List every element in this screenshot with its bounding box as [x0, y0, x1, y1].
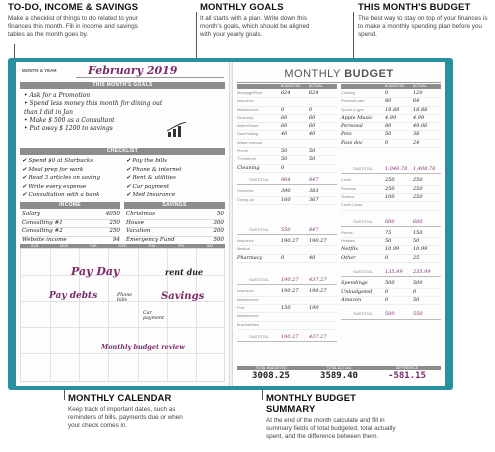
- budget-row: Amazon 0 50: [341, 297, 441, 305]
- total-budgeted: 3008.25: [252, 371, 290, 381]
- subtotal-row: SUBTOTAL 550 847: [237, 227, 337, 235]
- checkbox-icon[interactable]: ✔: [22, 192, 27, 198]
- callout-calendar-desc: Keep track of important dates, such as reminders of bills, payments due or when your check comes in.: [68, 406, 183, 429]
- income-source: Consulting #1: [22, 219, 63, 226]
- income-header: INCOME: [20, 202, 120, 209]
- goal-text: Put away $ 1200 to savings: [29, 125, 113, 133]
- savings-row: [126, 220, 224, 229]
- summary-values: [237, 371, 441, 381]
- callout-summary-desc: At the end of the month calculate and fill in summary fields of total budgeted, total actually spent, and the difference between them.: [266, 417, 396, 440]
- bookmark-ribbon: [444, 200, 452, 240]
- budget-row: Personal care 80 64: [341, 98, 441, 106]
- income-source: Website income: [22, 236, 67, 243]
- savings-amount: 200: [213, 228, 224, 234]
- cal-note-rentdue: rent due: [165, 267, 204, 277]
- page-title-light: MONTHLY: [284, 68, 341, 80]
- budget-row: Maintenance 0 0: [237, 107, 337, 115]
- budget-row: Medical: [237, 246, 337, 254]
- savings-goal: Christmas: [126, 211, 155, 217]
- callout-budget-title: THIS MONTH'S BUDGET: [358, 2, 471, 13]
- budget-row: Credit Cards: [341, 202, 441, 210]
- summary-label: TOTAL BUDGETED: [255, 366, 287, 370]
- day-label: SUN: [30, 244, 39, 248]
- col-head-actual: ACTUAL: [413, 84, 427, 88]
- budget-row: Insurance: [237, 98, 337, 106]
- income-amount: 4050: [105, 211, 120, 217]
- subtotal-row: SUBTOTAL 1,048.78 1,408.78: [341, 166, 441, 174]
- savings-table: [126, 211, 224, 245]
- budget-section-housing: [237, 90, 337, 342]
- goal-item: • Put away $ 1200 to savings: [24, 125, 113, 133]
- income-row: [22, 220, 120, 229]
- budget-row: Maintenance: [237, 297, 337, 305]
- checklist-row: [22, 183, 227, 192]
- budget-row: Waste removal: [237, 140, 337, 148]
- checklist-item: Meal prep for work: [28, 166, 84, 173]
- budget-row: Student 100 250: [341, 194, 441, 202]
- budget-row: Unbudgeted 0 0: [341, 289, 441, 297]
- cal-note-paydebts: Pay debts: [49, 291, 98, 301]
- income-amount: 94: [112, 236, 120, 243]
- savings-row: [126, 228, 224, 237]
- subtotal-row: SUBTOTAL 964 847: [237, 177, 337, 185]
- budget-row: Pets 50 38: [341, 131, 441, 139]
- checklist-item: Car payment: [132, 183, 170, 190]
- difference: -581.15: [388, 371, 426, 381]
- budget-row: Pass doc 0 24: [341, 140, 441, 148]
- total-actual: 3589.40: [320, 371, 358, 381]
- goal-text: Make $ 500 as a Consultant: [29, 116, 115, 124]
- day-label: SAT: [207, 244, 214, 248]
- income-table: [22, 211, 120, 245]
- budget-row: Credit 250 250: [341, 177, 441, 185]
- savings-header: SAVINGS: [124, 202, 225, 209]
- callout-goals-desc: It all starts with a plan. Write down this month's goals, which should be aligned with your yearly goals.: [200, 15, 310, 38]
- checklist-row: [22, 191, 227, 200]
- income-row: [22, 228, 120, 237]
- left-page: [16, 62, 229, 386]
- goals-header: THIS MONTH'S GOALS: [20, 82, 225, 89]
- goal-item: • Spend less money this month for dining out than I did in Jan: [24, 100, 163, 116]
- budget-row: Phone 50 50: [237, 148, 337, 156]
- budget-row: Water/Sewer 60 60: [237, 123, 337, 131]
- checklist-item: Rent & utilities: [132, 175, 176, 181]
- checklist: [22, 157, 227, 200]
- budget-row: Clothing 0 120: [341, 90, 441, 98]
- checkbox-icon[interactable]: ✔: [126, 166, 131, 173]
- checkbox-icon[interactable]: ✔: [126, 158, 131, 164]
- day-label: WED: [118, 244, 127, 248]
- budget-row: Electricity 60 60: [237, 115, 337, 123]
- checkbox-icon[interactable]: ✔: [22, 183, 27, 190]
- checklist-item: Pay the bills: [132, 158, 168, 164]
- goal-text: Spend less money this month for dining out than I did in Jan: [24, 100, 163, 116]
- month-label: MONTH & YEAR: [22, 68, 57, 73]
- callout-todo: [8, 2, 148, 39]
- day-label: TUE: [89, 244, 97, 248]
- income-amount: 250: [109, 228, 120, 234]
- month-underline: [76, 77, 224, 78]
- budget-row: Maintenance: [237, 313, 337, 321]
- budget-row: Hobbies 50 50: [341, 238, 441, 246]
- col-head-budgeted: BUDGETED: [281, 84, 301, 88]
- goals-list: [24, 92, 174, 133]
- budget-row: Bus/train/taxi: [237, 322, 337, 330]
- budget-row: Cleaning 0: [237, 165, 337, 173]
- budget-row: TV/Internet 50 50: [237, 156, 337, 164]
- budget-row: Fuel 150 190: [237, 305, 337, 313]
- checkbox-icon[interactable]: ✔: [22, 158, 27, 164]
- callout-calendar: [68, 393, 188, 430]
- subtotal-row: SUBTOTAL 190.27 437.27: [237, 334, 337, 342]
- callout-goals: [200, 2, 320, 39]
- savings-goal: Vacation: [126, 228, 151, 234]
- savings-goal: House: [126, 219, 145, 226]
- page-title: [233, 68, 445, 80]
- goal-item: • Ask for a Promotion: [24, 92, 91, 99]
- checkbox-icon[interactable]: ✔: [22, 166, 27, 173]
- budget-row: Groceries 390 383: [237, 188, 337, 196]
- subtotal-row: SUBTOTAL 135.99 235.99: [341, 269, 441, 277]
- callout-budget: [358, 2, 490, 39]
- budget-row: Insurance 190.27 190.27: [237, 288, 337, 296]
- budget-row: Gas/Heating 40 40: [237, 131, 337, 139]
- page-title-bold: BUDGET: [344, 68, 394, 80]
- callout-summary-title: MONTHLY BUDGET SUMMARY: [266, 393, 357, 415]
- checklist-row: [22, 166, 227, 175]
- callout-todo-title: TO-DO, INCOME & SAVINGS: [8, 2, 139, 13]
- month-value: February 2019: [88, 64, 178, 77]
- checklist-item: Med Insurance: [132, 192, 176, 198]
- summary-label: DIFFERENCE: [395, 366, 419, 370]
- budget-row: Events 75 150: [341, 230, 441, 238]
- cal-note-review: Monthly budget review: [101, 343, 185, 351]
- checkbox-icon[interactable]: ✔: [126, 183, 131, 190]
- budget-row: Dining out 160 367: [237, 197, 337, 205]
- day-label: FRI: [178, 244, 184, 248]
- checklist-item: Consultation with a bank: [28, 192, 100, 198]
- budget-row: Sports & gym 18.88 18.88: [341, 107, 441, 115]
- day-label: THU: [148, 244, 156, 248]
- savings-amount: 50: [216, 211, 224, 217]
- cal-note-car: Car payment: [143, 311, 165, 321]
- budget-row: Pharmacy 0 40: [237, 255, 337, 263]
- checklist-row: [22, 174, 227, 183]
- summary-header: [237, 366, 441, 370]
- subtotal-row: SUBTOTAL 600 600: [341, 219, 441, 227]
- income-amount: 250: [109, 219, 120, 226]
- income-source: Salary: [22, 211, 41, 217]
- budget-row: Apple Music 4.99 4.99: [341, 115, 441, 123]
- savings-row: [126, 211, 224, 220]
- subtotal-row: SUBTOTAL 190.27 437.27: [237, 277, 337, 285]
- col-head-left: [237, 84, 337, 89]
- callout-budget-desc: The best way to stay on top of your finances is to make a monthly spending plan before you spend.: [358, 15, 488, 38]
- right-page: [233, 62, 445, 386]
- callout-calendar-title: MONTHLY CALENDAR: [68, 393, 172, 404]
- budget-row: Insurance 190.27 190.27: [237, 238, 337, 246]
- savings-goal: Emergency Fund: [126, 236, 175, 243]
- goal-text: Ask for a Promotion: [29, 92, 91, 99]
- day-label: MON: [59, 244, 68, 248]
- cal-note-phonebills: Phone bills: [117, 293, 133, 303]
- budget-row: Netflix 10.99 10.99: [341, 246, 441, 254]
- cal-note-payday: Pay Day: [71, 265, 120, 278]
- income-source: Consulting #2: [22, 228, 63, 234]
- savings-amount: 500: [213, 236, 224, 243]
- col-head-right: [341, 84, 441, 89]
- cal-note-savings: Savings: [161, 291, 205, 302]
- col-head-budgeted: BUDGETED: [385, 84, 405, 88]
- checklist-item: Spend $0 at Starbucks: [28, 158, 94, 164]
- checklist-header: CHECKLIST: [20, 148, 225, 155]
- checkbox-icon[interactable]: ✔: [126, 175, 131, 181]
- callout-todo-desc: Make a checklist of things to do related to your finances this month. Fill in income and savings tables as the month goes by.: [8, 15, 138, 38]
- callout-summary: [266, 393, 406, 441]
- calendar-grid: [20, 248, 225, 382]
- income-row: [22, 211, 120, 220]
- summary-label: TOTAL ACTUAL: [326, 366, 352, 370]
- savings-amount: 300: [213, 219, 224, 226]
- budget-row: Other 0 25: [341, 255, 441, 263]
- goal-item: • Make $ 500 as a Consultant: [24, 116, 115, 124]
- checklist-item: Read 3 articles on saving: [28, 175, 101, 181]
- checklist-item: Phone & internet: [132, 166, 182, 173]
- budget-section-right: [341, 90, 441, 320]
- budget-row: Personal 80 49.06: [341, 123, 441, 131]
- col-head-actual: ACTUAL: [309, 84, 323, 88]
- checkbox-icon[interactable]: ✔: [22, 175, 27, 181]
- budget-row: Mortgage/Rent 624 624: [237, 90, 337, 98]
- checkbox-icon[interactable]: ✔: [126, 192, 131, 198]
- growth-chart-icon: [166, 122, 188, 138]
- checklist-item: Write every expense: [28, 183, 87, 190]
- subtotal-row: SUBTOTAL 500 550: [341, 311, 441, 319]
- budget-row: Spendings 500 500: [341, 280, 441, 288]
- checklist-row: [22, 157, 227, 166]
- budget-row: Personal 250 250: [341, 186, 441, 194]
- callout-goals-title: MONTHLY GOALS: [200, 2, 284, 13]
